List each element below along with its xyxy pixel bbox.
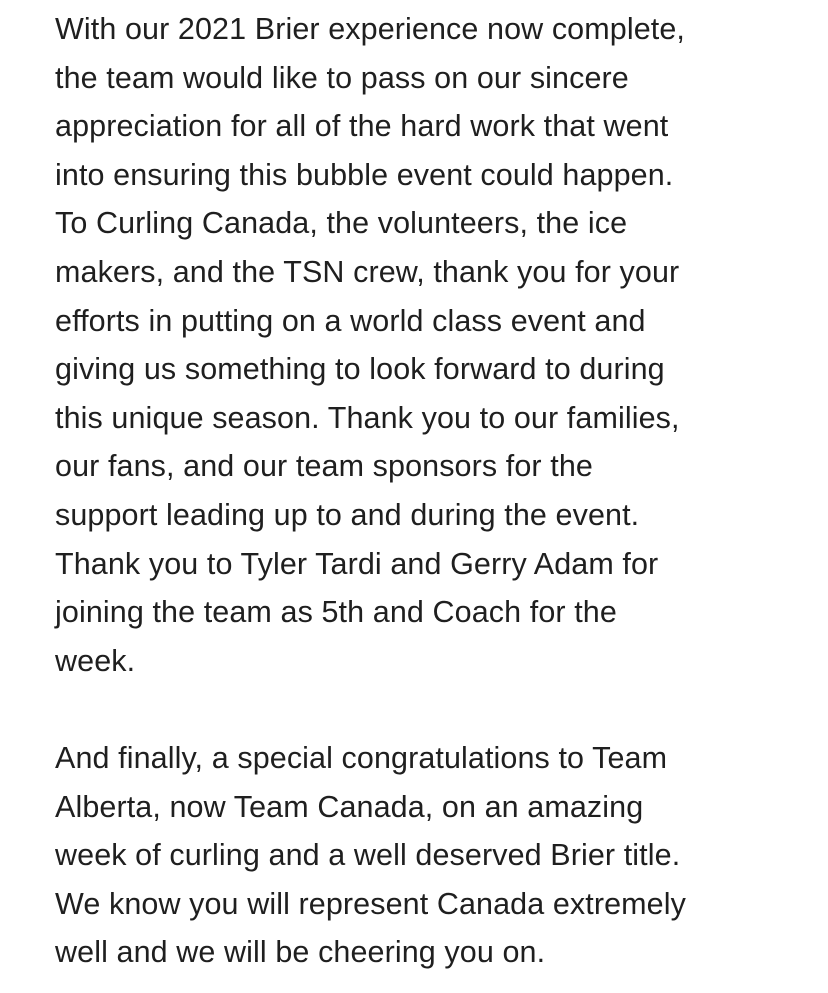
- text-line: week.: [55, 643, 136, 678]
- text-line: the team would like to pass on our sincere: [55, 60, 629, 95]
- text-line: week of curling and a well deserved Brier title.: [55, 838, 681, 873]
- text-line: appreciation for all of the hard work that went: [55, 109, 669, 144]
- text-line: giving us something to look forward to during: [55, 352, 665, 387]
- text-line: To Curling Canada, the volunteers, the ice: [55, 206, 628, 241]
- text-line: Alberta, now Team Canada, on an amazing: [55, 789, 644, 824]
- text-line: well and we will be cheering you on.: [55, 935, 546, 970]
- paragraph-spacer: [55, 685, 775, 734]
- text-line: makers, and the TSN crew, thank you for your: [55, 254, 680, 289]
- text-line: efforts in putting on a world class event and: [55, 303, 646, 338]
- text-line: this unique season. Thank you to our families,: [55, 400, 680, 435]
- paragraph-1: [55, 5, 775, 685]
- text-line: support leading up to and during the event.: [55, 497, 640, 532]
- text-line: joining the team as 5th and Coach for the: [55, 595, 617, 630]
- text-line: We know you will represent Canada extremely: [55, 886, 686, 921]
- text-line: With our 2021 Brier experience now complete,: [55, 12, 685, 46]
- text-line: Thank you to Tyler Tardi and Gerry Adam for: [55, 546, 659, 581]
- text-line: our fans, and our team sponsors for the: [55, 449, 593, 484]
- paragraph-2: [55, 734, 775, 977]
- note-body[interactable]: [55, 5, 775, 977]
- text-line: into ensuring this bubble event could happen.: [55, 157, 674, 192]
- text-line: And finally, a special congratulations to Team: [55, 740, 668, 775]
